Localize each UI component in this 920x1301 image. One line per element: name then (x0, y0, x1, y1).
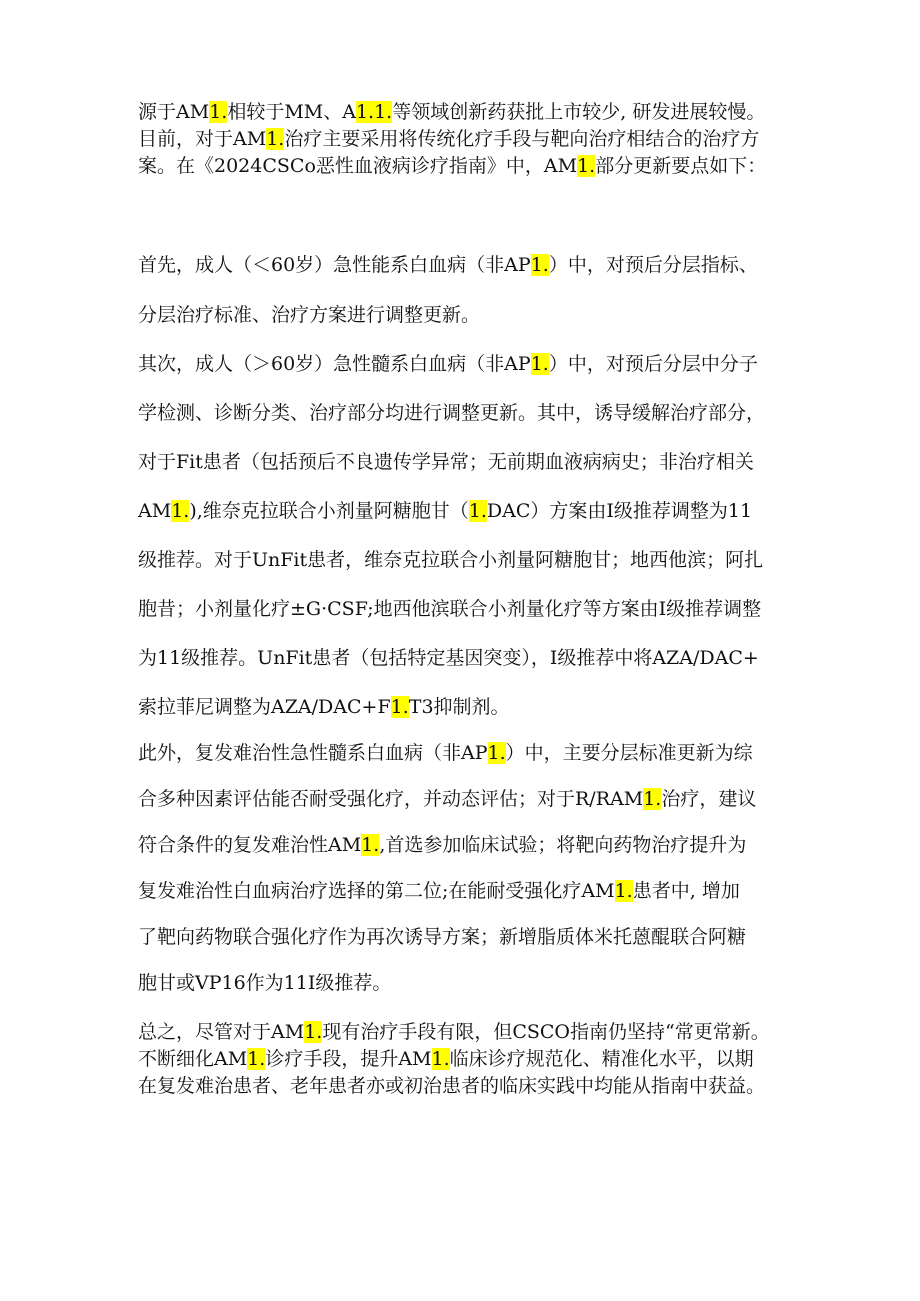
para-second (138, 340, 810, 732)
text-line (138, 776, 810, 822)
highlight-mark: 1. (487, 742, 506, 764)
text-run: 治疗，建议 (661, 788, 757, 810)
text-line (138, 389, 810, 438)
text-run: 其次，成人（＞60岁）急性髓系白血病（非AP (138, 353, 531, 375)
text-line (138, 438, 810, 487)
text-run: 案。在《2024CSCo恶性血液病诊疗指南》中，AM (138, 155, 578, 177)
highlight-mark: 1. (209, 101, 228, 123)
text-run: 在复发难治患者、老年患者亦或初治患者的临床实践中均能从指南中获益。 (138, 1075, 766, 1097)
text-line (138, 536, 810, 585)
text-run: 患者中, 增加 (632, 880, 740, 902)
para-first (138, 240, 810, 340)
highlight-mark: 1. (390, 696, 409, 718)
highlight-mark: 1. (431, 1048, 450, 1070)
text-run: 了靶向药物联合强化疗作为再次诱导方案；新增脂质体米托蒽醌联合阿糖 (138, 926, 747, 948)
text-line (138, 914, 810, 960)
highlight-mark: 1. (361, 834, 380, 856)
text-run: 首先，成人（＜60岁）急性能系白血病（非AP (138, 254, 531, 276)
highlight-mark: 1. (468, 500, 487, 522)
text-run: 不断细化AM (138, 1048, 248, 1070)
text-run: ,首选参加临床试验；将靶向药物治疗提升为 (379, 834, 747, 856)
text-line (138, 868, 810, 914)
text-run: 为11级推荐。UnFit患者（包括特定基因突变），I级推荐中将AZA/DAC+ (138, 647, 759, 669)
text-run: 此外，复发难治性急性髓系白血病（非AP (138, 742, 488, 764)
text-run: T3抑制剂。 (408, 696, 510, 718)
text-run: ）中，对预后分层中分子 (548, 353, 758, 375)
text-run: ),维奈克拉联合小剂量阿糖胞甘（ (189, 500, 469, 522)
text-run: 学检测、诊断分类、治疗部分均进行调整更新。其中，诱导缓解治疗部分， (138, 402, 766, 424)
highlight-mark: 1. (530, 353, 549, 375)
text-run: 源于AM (138, 101, 210, 123)
para-intro (138, 99, 810, 180)
text-run: 治疗主要采用将传统化疗手段与靶向治疗相结合的治疗方 (284, 128, 760, 150)
text-line (138, 487, 810, 536)
text-line (138, 1019, 810, 1046)
text-run: 索拉菲尼调整为AZA/DAC+F (138, 696, 391, 718)
text-line (138, 960, 810, 1006)
text-run: 对于Fit患者（包括预后不良遗传学异常；无前期血液病病史；非治疗相关 (138, 451, 754, 473)
highlight-mark: 1. (643, 788, 662, 810)
text-line (138, 1073, 810, 1100)
text-line (138, 1046, 810, 1073)
text-run: 诊疗手段，提升AM (265, 1048, 432, 1070)
text-line (138, 585, 810, 634)
text-run: 胞甘或VP16作为11I级推荐。 (138, 972, 392, 994)
text-run: 胞昔；小剂量化疗±G·CSF;地西他滨联合小剂量化疗等方案由I级推荐调整 (138, 598, 762, 620)
text-run: 复发难治性白血病治疗选择的第二位;在能耐受强化疗AM (138, 880, 615, 902)
text-line (138, 126, 810, 153)
para-third (138, 730, 810, 1006)
text-run: AM (138, 500, 172, 522)
text-line (138, 683, 810, 732)
text-line (138, 822, 810, 868)
text-run: 现有治疗手段有限，但CSCO指南仍坚持“常更常新。 (322, 1021, 770, 1043)
text-line (138, 153, 810, 180)
highlight-mark: 1. (577, 155, 596, 177)
highlight-mark: 1. (247, 1048, 266, 1070)
text-line (138, 340, 810, 389)
text-line (138, 730, 810, 776)
text-run: 分层治疗标准、治疗方案进行调整更新。 (138, 304, 481, 326)
highlight-mark: 1. (171, 500, 190, 522)
highlight-mark: 1. (530, 254, 549, 276)
text-run: 总之，尽管对于AM (138, 1021, 305, 1043)
text-line (138, 634, 810, 683)
text-run: DAC）方案由I级推荐调整为11 (486, 500, 753, 522)
text-line (138, 240, 810, 290)
text-run: 相较于MM、A (227, 101, 356, 123)
text-run: 符合条件的复发难治性AM (138, 834, 362, 856)
text-run: 合多种因素评估能否耐受强化疗，并动态评估；对于R/RAM (138, 788, 644, 810)
text-run: 部分更新要点如下： (595, 155, 767, 177)
text-run: 级推荐。对于UnFit患者，维奈克拉联合小剂量阿糖胞甘；地西他滨；阿扎 (138, 549, 764, 571)
text-run: 临床诊疗规范化、精准化水平，以期 (449, 1048, 754, 1070)
text-run: 等领域创新药获批上市较少, 研发进展较慢。 (392, 101, 766, 123)
para-summary (138, 1019, 810, 1100)
text-run: ）中，主要分层标准更新为综 (505, 742, 753, 764)
highlight-mark: 1.1. (355, 101, 393, 123)
text-line (138, 290, 810, 340)
text-line (138, 99, 810, 126)
highlight-mark: 1. (614, 880, 633, 902)
text-run: ）中，对预后分层指标、 (548, 254, 758, 276)
text-run: 目前，对于AM (138, 128, 267, 150)
highlight-mark: 1. (304, 1021, 323, 1043)
highlight-mark: 1. (266, 128, 285, 150)
